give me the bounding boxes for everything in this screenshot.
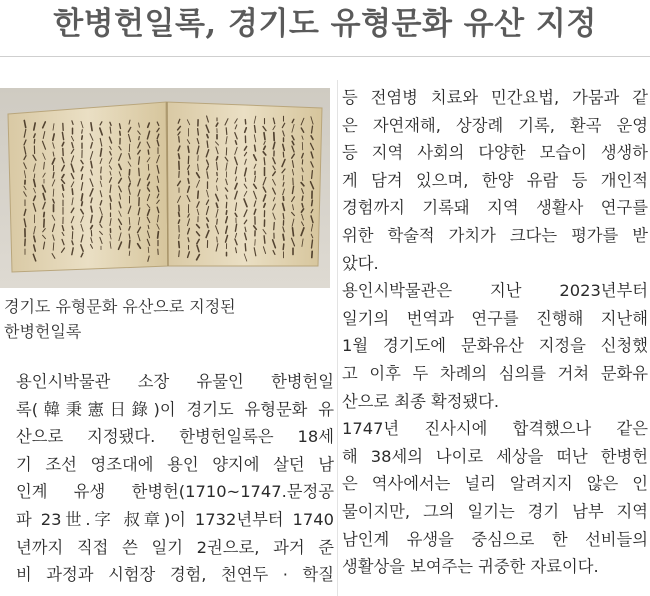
manuscript-stroke [120, 131, 121, 135]
body-line: 고 이후 두 차례의 심의를 거쳐 문화유 [342, 363, 648, 383]
manuscript-stroke [139, 168, 140, 176]
manuscript-stroke [82, 130, 83, 134]
manuscript-stroke [129, 240, 130, 248]
manuscript-stroke [179, 137, 180, 143]
manuscript-stroke [264, 236, 265, 243]
body-line: 용인시박물관은 지난 2023년부터 [342, 281, 648, 301]
body-line: 등 지역 사회의 다양한 모습이 생생하 [342, 143, 648, 163]
body-line: 인계 유생 한병헌(1710~1747.문정공 [16, 482, 334, 502]
headline: 한병헌일록, 경기도 유형문화 유산 지정 [53, 6, 597, 42]
left-column [16, 368, 334, 589]
body-line: 게 담겨 있으며, 한양 유람 등 개인적 [342, 170, 648, 190]
manuscript-stroke [283, 214, 284, 219]
manuscript-stroke [198, 129, 199, 135]
body-line: 남인계 유생을 중심으로 한 선비들의 [342, 529, 648, 549]
manuscript-stroke [293, 228, 294, 236]
manuscript-stroke [129, 217, 130, 224]
body-line: 록(韓秉憲日錄)이 경기도 유형문화 유 [16, 399, 334, 419]
manuscript-stroke [274, 223, 275, 230]
manuscript-stroke [179, 251, 180, 257]
manuscript-stroke [101, 167, 102, 173]
body-line: 산으로 지정됐다. 한병헌일록은 18세 [16, 427, 334, 447]
body-line: 은 자연재해, 상장례 기록, 환곡 운영 [342, 115, 648, 135]
manuscript-stroke [312, 200, 313, 205]
body-line: 해 38세의 나이로 세상을 떠난 한병헌 [342, 446, 648, 466]
manuscript-stroke [283, 175, 284, 180]
body-line: 산으로 최종 확정됐다. [342, 391, 500, 411]
body-line: 파 23世.字 叔章)이 1732년부터 1740 [16, 509, 334, 529]
manuscript-stroke [226, 211, 227, 215]
manuscript-stroke [148, 150, 149, 154]
body-line: 생활상을 보여주는 귀중한 자료이다. [342, 557, 599, 577]
manuscript-stroke [81, 194, 82, 201]
manuscript-stroke [139, 137, 140, 140]
body-line: 위한 학술적 가치가 크다는 평가를 받 [342, 225, 648, 245]
manuscript-stroke [312, 171, 313, 179]
headline-rule [0, 56, 650, 57]
body-line: 년까지 직접 쓴 일기 2권으로, 과거 준 [16, 537, 334, 557]
photo-caption [4, 294, 326, 344]
manuscript-stroke [283, 234, 284, 240]
body-line: 물이지만, 그의 일기는 경기 남부 지역 [342, 501, 648, 521]
manuscript-stroke [179, 154, 180, 159]
manuscript-stroke [82, 202, 83, 206]
manuscript-stroke [188, 146, 189, 152]
manuscript-stroke [179, 242, 180, 248]
manuscript-stroke [53, 243, 54, 250]
manuscript-photo [0, 88, 330, 288]
body-line: 등 전염병 치료와 민간요법, 가뭄과 같 [342, 88, 648, 107]
manuscript-stroke [179, 212, 180, 216]
body-line: 용인시박물관 소장 유물인 한병헌일 [16, 372, 334, 391]
manuscript-stroke [245, 244, 246, 251]
manuscript-stroke [302, 204, 303, 208]
manuscript-stroke [44, 213, 45, 217]
manuscript-stroke [255, 145, 256, 151]
manuscript-stroke [283, 244, 284, 250]
manuscript-stroke [245, 178, 246, 182]
body-line: 았다. [342, 253, 379, 273]
column-divider [337, 80, 338, 596]
manuscript-stroke [226, 128, 227, 135]
body-line: 일기의 번역과 연구를 진행해 지난해 [342, 308, 648, 328]
body-line: 1월 경기도에 문화유산 지정을 신청했 [342, 336, 648, 356]
manuscript-stroke [217, 219, 218, 224]
caption-line: 경기도 유형문화 유산으로 지정된 [4, 297, 236, 316]
right-column [342, 84, 648, 581]
body-line: 비 과정과 시험장 경험, 천연두 · 학질 [16, 565, 334, 585]
manuscript-stroke [129, 251, 130, 255]
caption-line: 한병헌일록 [4, 322, 82, 341]
manuscript-stroke [198, 191, 199, 198]
manuscript-stroke [158, 232, 159, 238]
manuscript-stroke [179, 235, 180, 239]
manuscript-stroke [216, 157, 217, 160]
body-line: 1747년 진사시에 합격했으나 같은 [342, 419, 648, 439]
manuscript-stroke [264, 158, 265, 165]
body-line: 기 조선 영조대에 용인 양지에 살던 남 [16, 454, 334, 474]
manuscript-stroke [188, 179, 189, 184]
manuscript-stroke [82, 136, 83, 139]
manuscript-stroke [217, 237, 218, 242]
body-line: 은 역사에서는 널리 알려지지 않은 인 [342, 474, 648, 494]
manuscript-image-icon [0, 88, 330, 288]
manuscript-stroke [62, 185, 63, 190]
manuscript-stroke [302, 196, 303, 201]
body-line: 경험까지 기록돼 지역 생활사 연구를 [342, 198, 648, 218]
manuscript-stroke [34, 174, 35, 178]
manuscript-stroke [207, 141, 208, 147]
manuscript-stroke [207, 135, 208, 138]
manuscript-stroke [72, 189, 73, 195]
manuscript-stroke [264, 133, 265, 140]
